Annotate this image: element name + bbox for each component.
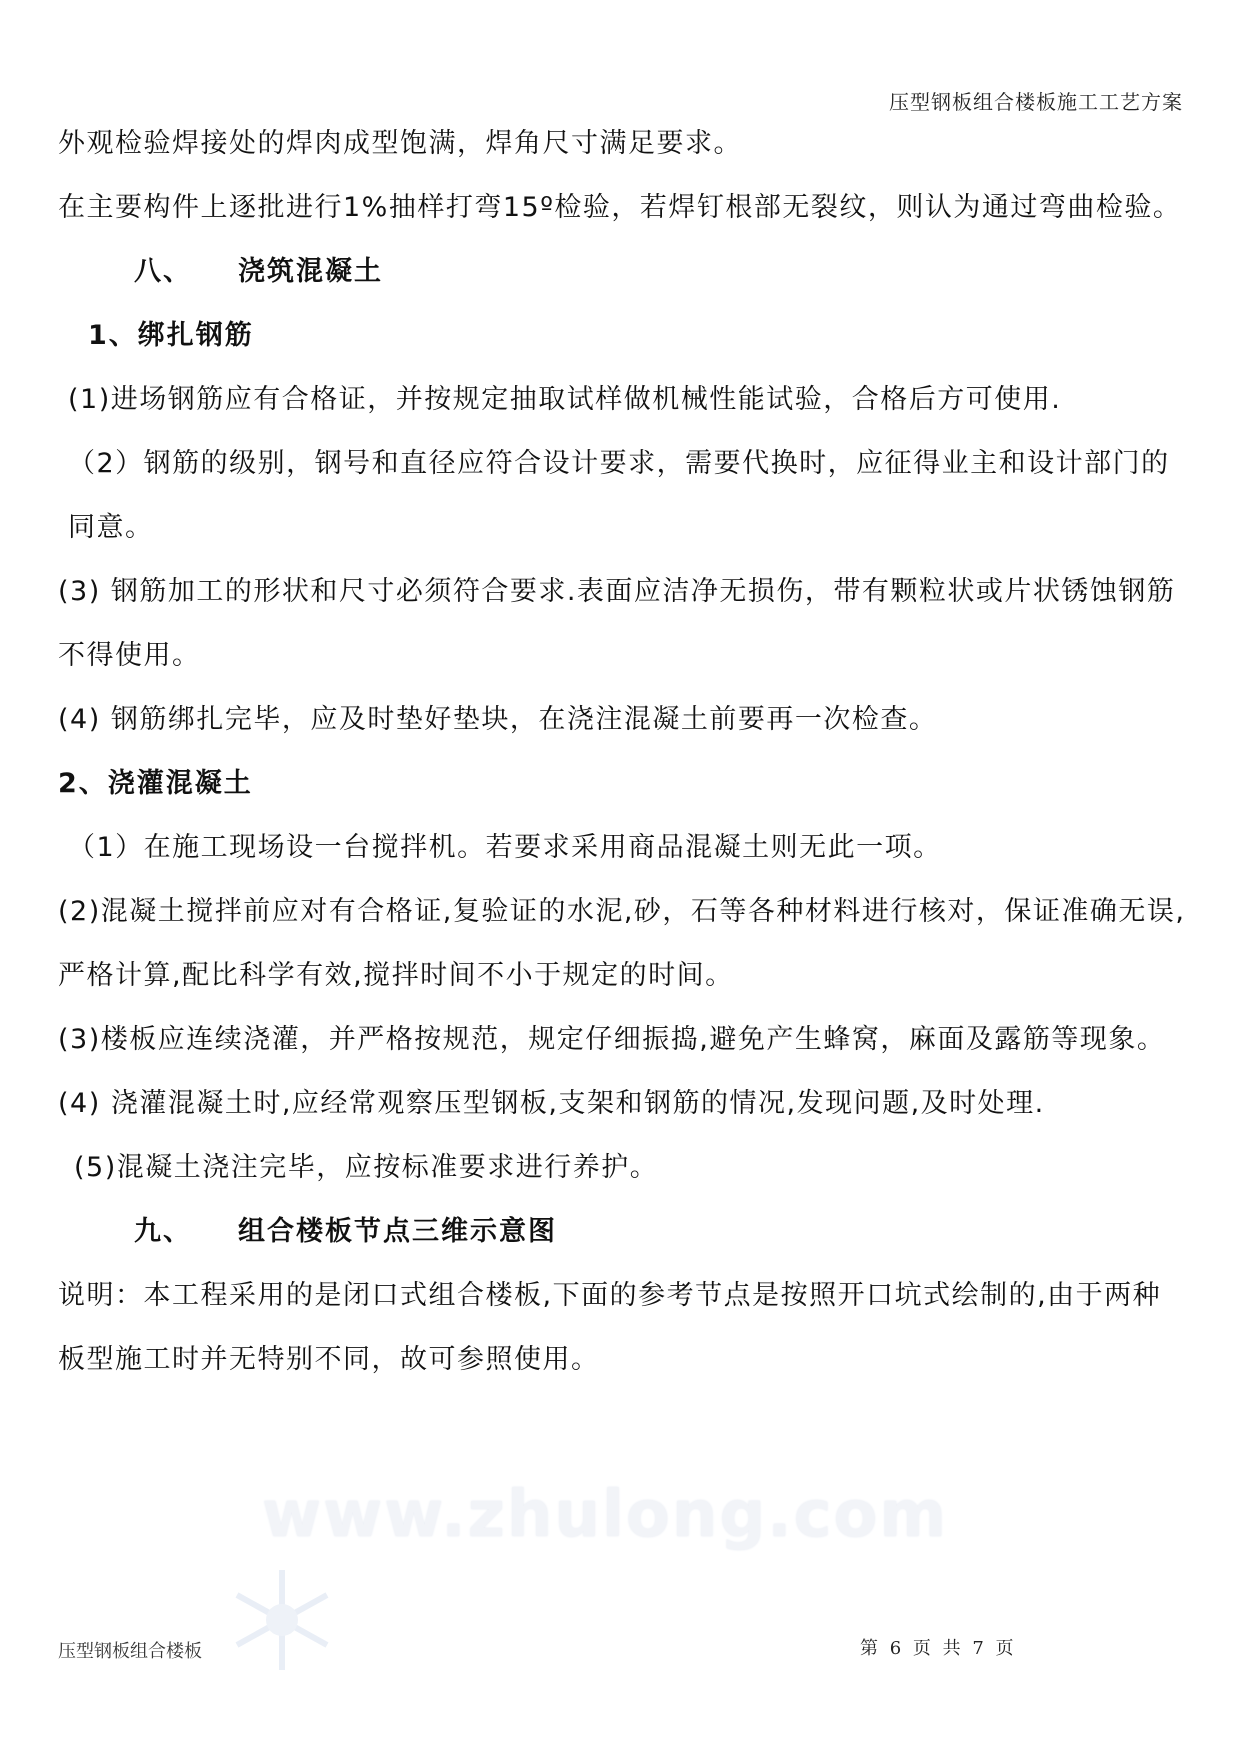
paragraph: 外观检验焊接处的焊肉成型饱满，焊角尺寸满足要求。	[58, 128, 742, 159]
section-number: 九、	[134, 1216, 192, 1247]
watermark-text: www.zhulong.com	[262, 1478, 949, 1552]
list-item: (4) 钢筋绑扎完毕，应及时垫好垫块，在浇注混凝土前要再一次检查。	[58, 704, 938, 735]
section-heading-9	[58, 1200, 1186, 1264]
section-heading-8	[58, 240, 1186, 304]
list-item: (4) 浇灌混凝土时,应经常观察压型钢板,支架和钢筋的情况,发现问题,及时处理.	[58, 1088, 1045, 1119]
document-body	[58, 112, 1186, 1392]
section-number: 八、	[134, 256, 192, 287]
paragraph: 在主要构件上逐批进行1%抽样打弯15º检验，若焊钉根部无裂纹，则认为通过弯曲检验。	[58, 192, 1182, 223]
page-number: 第 6 页 共 7 页	[860, 1638, 1017, 1659]
snowflake-watermark-icon	[222, 1560, 342, 1680]
subsection-heading-2: 2、浇灌混凝土	[58, 768, 253, 799]
list-item: (5)混凝土浇注完毕，应按标准要求进行养护。	[74, 1152, 659, 1183]
list-item: (2)混凝土搅拌前应对有合格证,复验证的水泥,砂，石等各种材料进行核对，保证准确无误,严格计算,配比科学有效,搅拌时间不小于规定的时间。	[58, 896, 1186, 991]
note-paragraph: 说明：本工程采用的是闭口式组合楼板,下面的参考节点是按照开口坑式绘制的,由于两种板型施工时并无特别不同，故可参照使用。	[58, 1280, 1162, 1375]
subsection-heading-1: 1、绑扎钢筋	[88, 320, 254, 351]
section-title: 组合楼板节点三维示意图	[238, 1216, 557, 1247]
list-item: （1）在施工现场设一台搅拌机。若要求采用商品混凝土则无此一项。	[68, 832, 942, 863]
list-item: (3) 钢筋加工的形状和尺寸必须符合要求.表面应洁净无损伤，带有颗粒状或片状锈蚀钢筋不得使用。	[58, 576, 1176, 671]
list-item: (3)楼板应连续浇灌，并严格按规范，规定仔细振捣,避免产生蜂窝，麻面及露筋等现象。	[58, 1024, 1166, 1055]
list-item: (1)进场钢筋应有合格证，并按规定抽取试样做机械性能试验，合格后方可使用.	[68, 384, 1062, 415]
footer-doc-title: 压型钢板组合楼板	[58, 1641, 202, 1662]
running-header: 压型钢板组合楼板施工工艺方案	[889, 90, 1183, 114]
list-item: （2）钢筋的级别，钢号和直径应符合设计要求，需要代换时，应征得业主和设计部门的同意。	[68, 448, 1170, 543]
section-title: 浇筑混凝土	[238, 256, 383, 287]
